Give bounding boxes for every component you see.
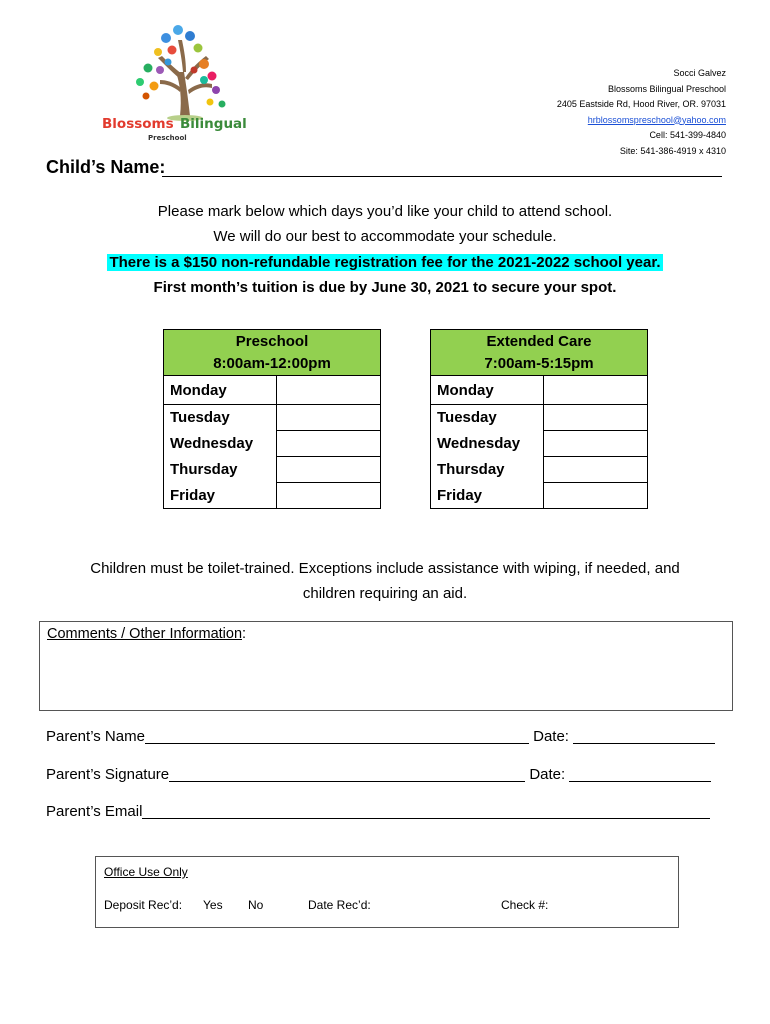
- parent-signature-row: [46, 766, 711, 783]
- parent-name-field[interactable]: [145, 728, 529, 744]
- parent-signature-date-label: Date:: [529, 766, 566, 783]
- contact-school: Blossoms Bilingual Preschool: [607, 83, 726, 94]
- parent-signature-date-field[interactable]: [569, 766, 711, 782]
- extended-care-table-header: [431, 330, 648, 376]
- comments-label: Comments / Other Information: [47, 626, 243, 642]
- tree-logo-icon: [100, 18, 275, 146]
- extended-care-tuesday-checkbox[interactable]: [544, 405, 648, 431]
- preschool-table-header: [164, 330, 381, 376]
- contact-site: Site: 541-386-4919 x 4310: [619, 145, 726, 156]
- preschool-day-label: Tuesday: [164, 405, 277, 431]
- comments-box[interactable]: [39, 621, 733, 711]
- contact-name: Socci Galvez: [673, 68, 726, 78]
- extended-care-thursday-checkbox[interactable]: [544, 457, 648, 483]
- deposit-no-option[interactable]: No: [248, 898, 264, 912]
- child-name-field[interactable]: [162, 176, 722, 177]
- office-use-box: [95, 856, 679, 928]
- extended-care-schedule-table: [430, 329, 648, 509]
- preschool-day-label: Friday: [164, 483, 277, 509]
- parent-signature-field[interactable]: [169, 766, 525, 782]
- preschool-schedule-table: [163, 329, 381, 509]
- check-number-label: Check #:: [501, 898, 549, 912]
- logo-word-bilingual: Bilingual: [180, 116, 247, 132]
- parent-name-row: [46, 728, 715, 745]
- preschool-friday-checkbox[interactable]: [277, 483, 381, 509]
- extended-care-hours: 7:00am-5:15pm: [484, 355, 594, 372]
- parent-email-label: Parent’s Email: [46, 803, 143, 820]
- extended-care-wednesday-checkbox[interactable]: [544, 431, 648, 457]
- extended-care-title: Extended Care: [486, 333, 592, 350]
- contact-address: 2405 Eastside Rd, Hood River, OR. 97031: [556, 99, 726, 109]
- parent-name-label: Parent’s Name: [46, 728, 145, 745]
- parent-name-date-label: Date:: [533, 728, 569, 745]
- contact-cell: Cell: 541-399-4840: [649, 130, 726, 140]
- registration-fee-notice: [0, 254, 770, 271]
- extended-care-day-label: Monday: [431, 376, 544, 405]
- preschool-day-label: Monday: [164, 376, 277, 405]
- toilet-training-note-line-2: children requiring an aid.: [302, 585, 468, 602]
- contact-info: [557, 66, 726, 159]
- logo-word-preschool: Preschool: [148, 134, 187, 142]
- intro-line-2: We will do our best to accommodate your schedule.: [213, 228, 557, 245]
- extended-care-day-label: Tuesday: [431, 405, 544, 431]
- preschool-tuesday-checkbox[interactable]: [277, 405, 381, 431]
- registration-fee-highlight: There is a $150 non-refundable registration fee for the 2021-2022 school year.: [109, 254, 661, 271]
- extended-care-day-label: Wednesday: [431, 431, 544, 457]
- office-use-title: Office Use Only: [104, 865, 188, 879]
- extended-care-day-label: Thursday: [431, 457, 544, 483]
- extended-care-friday-checkbox[interactable]: [544, 483, 648, 509]
- date-received-label: Date Rec’d:: [308, 898, 371, 912]
- parent-name-date-field[interactable]: [573, 728, 715, 744]
- tuition-due-notice: First month’s tuition is due by June 30, 2021 to secure your spot.: [153, 279, 617, 296]
- preschool-wednesday-checkbox[interactable]: [277, 431, 381, 457]
- child-name-label: Child’s Name:: [46, 157, 166, 177]
- preschool-hours: 8:00am-12:00pm: [213, 355, 331, 372]
- extended-care-monday-checkbox[interactable]: [544, 376, 648, 405]
- parent-email-row: [46, 803, 710, 820]
- logo-word-blossoms: Blossoms: [102, 116, 174, 132]
- intro-line-1: Please mark below which days you’d like your child to attend school.: [157, 203, 613, 220]
- parent-email-field[interactable]: [142, 803, 710, 819]
- extended-care-day-label: Friday: [431, 483, 544, 509]
- school-logo: [100, 18, 275, 146]
- deposit-received-label: Deposit Rec’d:: [104, 898, 183, 912]
- preschool-monday-checkbox[interactable]: [277, 376, 381, 405]
- contact-email-link[interactable]: hrblossomspreschool@yahoo.com: [587, 114, 726, 125]
- preschool-thursday-checkbox[interactable]: [277, 457, 381, 483]
- preschool-day-label: Thursday: [164, 457, 277, 483]
- preschool-title: Preschool: [235, 333, 309, 350]
- toilet-training-note-line-1: Children must be toilet-trained. Exceptions include assistance with wiping, if needed, and: [90, 560, 680, 577]
- comments-colon: :: [242, 626, 247, 642]
- parent-signature-label: Parent’s Signature: [46, 766, 170, 783]
- deposit-yes-option[interactable]: Yes: [203, 898, 223, 912]
- preschool-day-label: Wednesday: [164, 431, 277, 457]
